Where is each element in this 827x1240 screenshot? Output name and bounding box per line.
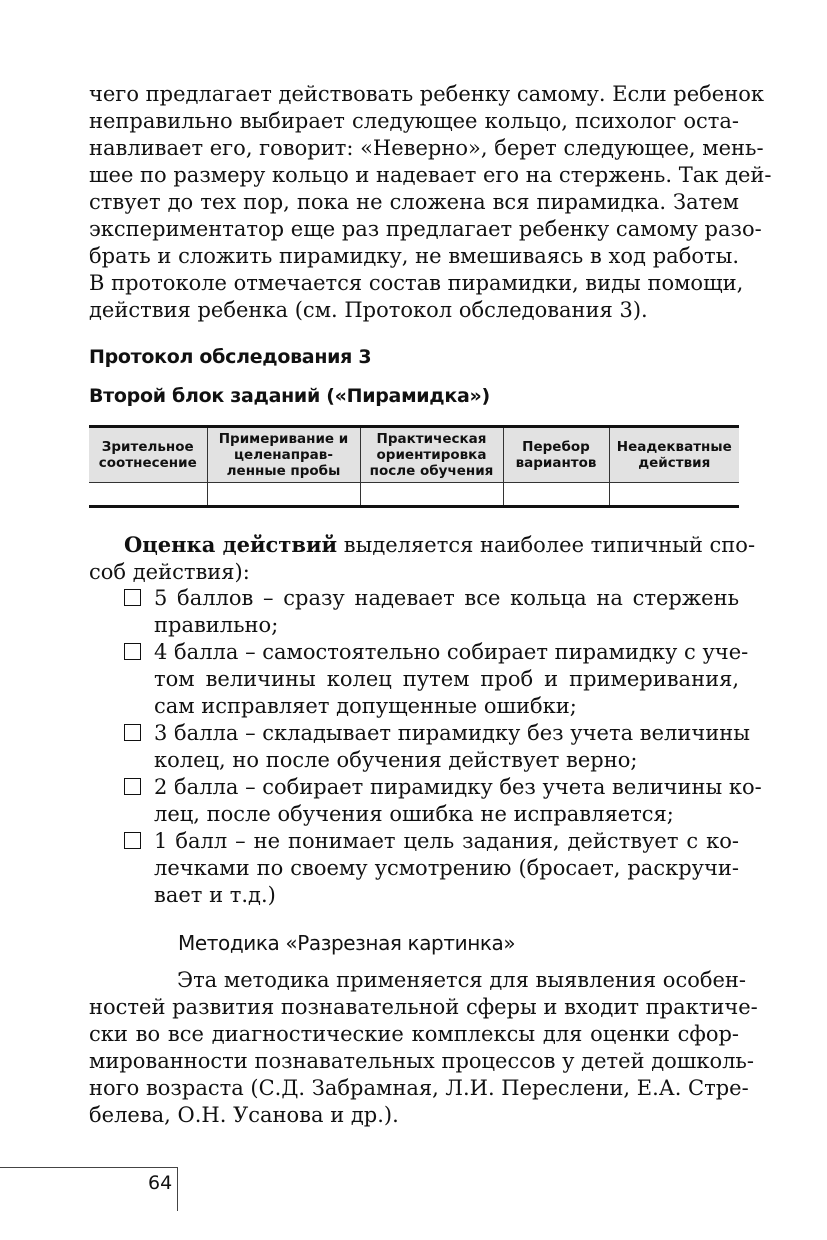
text-line: ного возраста (С.Д. Забрамная, Л.И. Переслени, Е.А. Стре- bbox=[89, 1076, 749, 1100]
text-line: мированности познавательных процессов у детей дошколь- bbox=[89, 1049, 754, 1073]
footer-divider bbox=[177, 1167, 178, 1211]
table-cell bbox=[360, 483, 503, 507]
checkbox[interactable] bbox=[124, 778, 141, 795]
text-line: вает и т.д.) bbox=[154, 883, 276, 907]
text-line: ностей развития познавательной сферы и входит практиче- bbox=[89, 995, 758, 1019]
column-header: Зрительное соотнесение bbox=[89, 427, 207, 483]
column-header: Примеривание и целенаправ-ленные пробы bbox=[207, 427, 360, 483]
text-line: том величины колец путем проб и примеривания, bbox=[154, 667, 739, 691]
column-header: Перебор вариантов bbox=[503, 427, 609, 483]
table-cell bbox=[207, 483, 360, 507]
text-line: белева, О.Н. Усанова и др.). bbox=[89, 1103, 399, 1127]
protocol-title: Протокол обследования 3 bbox=[89, 346, 372, 368]
checkbox[interactable] bbox=[124, 832, 141, 849]
evaluation-lead: Оценка действий bbox=[124, 532, 338, 557]
text-line: Эта методика применяется для выявления особен- bbox=[177, 968, 747, 992]
table-cell bbox=[503, 483, 609, 507]
text-line: шее по размеру кольцо и надевает его на стержень. Так дей- bbox=[89, 163, 772, 187]
text-line: чего предлагает действовать ребенку самому. Если ребенок bbox=[89, 82, 765, 106]
method-paragraph bbox=[89, 967, 758, 1129]
intro-paragraph bbox=[89, 81, 772, 324]
text-line: соб действия): bbox=[89, 560, 250, 584]
text-line: неправильно выбирает следующее кольцо, психолог оста- bbox=[89, 109, 739, 133]
text-line: колец, но после обучения действует верно; bbox=[154, 748, 638, 772]
checkbox[interactable] bbox=[124, 643, 141, 660]
column-header: Неадекватные действия bbox=[609, 427, 739, 483]
footer-rule bbox=[0, 1167, 177, 1168]
text-line: 1 балл – не понимает цель задания, действует с ко- bbox=[154, 829, 739, 853]
text-line: 5 баллов – сразу надевает все кольца на стержень bbox=[154, 586, 739, 610]
checkbox[interactable] bbox=[124, 589, 141, 606]
text-line: навливает его, говорит: «Неверно», берет следующее, мень- bbox=[89, 136, 764, 160]
text-line: брать и сложить пирамидку, не вмешиваясь в ход работы. bbox=[89, 244, 739, 268]
table-cell bbox=[609, 483, 739, 507]
text-line: В протоколе отмечается состав пирамидки, виды помощи, bbox=[89, 271, 744, 295]
text-line: лечками по своему усмотрению (бросает, раскручи- bbox=[154, 856, 739, 880]
column-header: Практическая ориентировка после обучения bbox=[360, 427, 503, 483]
text-line: 3 балла – складывает пирамидку без учета величины bbox=[154, 721, 750, 745]
text-line bbox=[89, 531, 756, 559]
text-line: ствует до тех пор, пока не сложена вся пирамидка. Затем bbox=[89, 190, 739, 214]
text-line: экспериментатор еще раз предлагает ребенку самому разо- bbox=[89, 217, 762, 241]
text-line: 4 балла – самостоятельно собирает пирамидку с уче- bbox=[154, 640, 749, 664]
text-line: 2 балла – собирает пирамидку без учета величины ко- bbox=[154, 775, 762, 799]
checkbox[interactable] bbox=[124, 724, 141, 741]
table-header-row bbox=[89, 427, 739, 483]
method-title: Методика «Разрезная картинка» bbox=[178, 931, 516, 955]
text-line: лец, после обучения ошибка не исправляется; bbox=[154, 802, 674, 826]
table-row bbox=[89, 483, 739, 507]
table-cell bbox=[89, 483, 207, 507]
protocol-table bbox=[89, 425, 739, 508]
text-line: правильно; bbox=[154, 613, 279, 637]
text-line: ски во все диагностические комплексы для оценки сфор- bbox=[89, 1022, 739, 1046]
block-title: Второй блок заданий («Пирамидка») bbox=[89, 385, 490, 407]
page-number: 64 bbox=[148, 1172, 173, 1194]
text-line: действия ребенка (см. Протокол обследования 3). bbox=[89, 298, 648, 322]
evaluation-paragraph bbox=[89, 531, 756, 586]
evaluation-text: выделяется наиболее типичный спо- bbox=[337, 533, 756, 557]
text-line: сам исправляет допущенные ошибки; bbox=[154, 694, 577, 718]
